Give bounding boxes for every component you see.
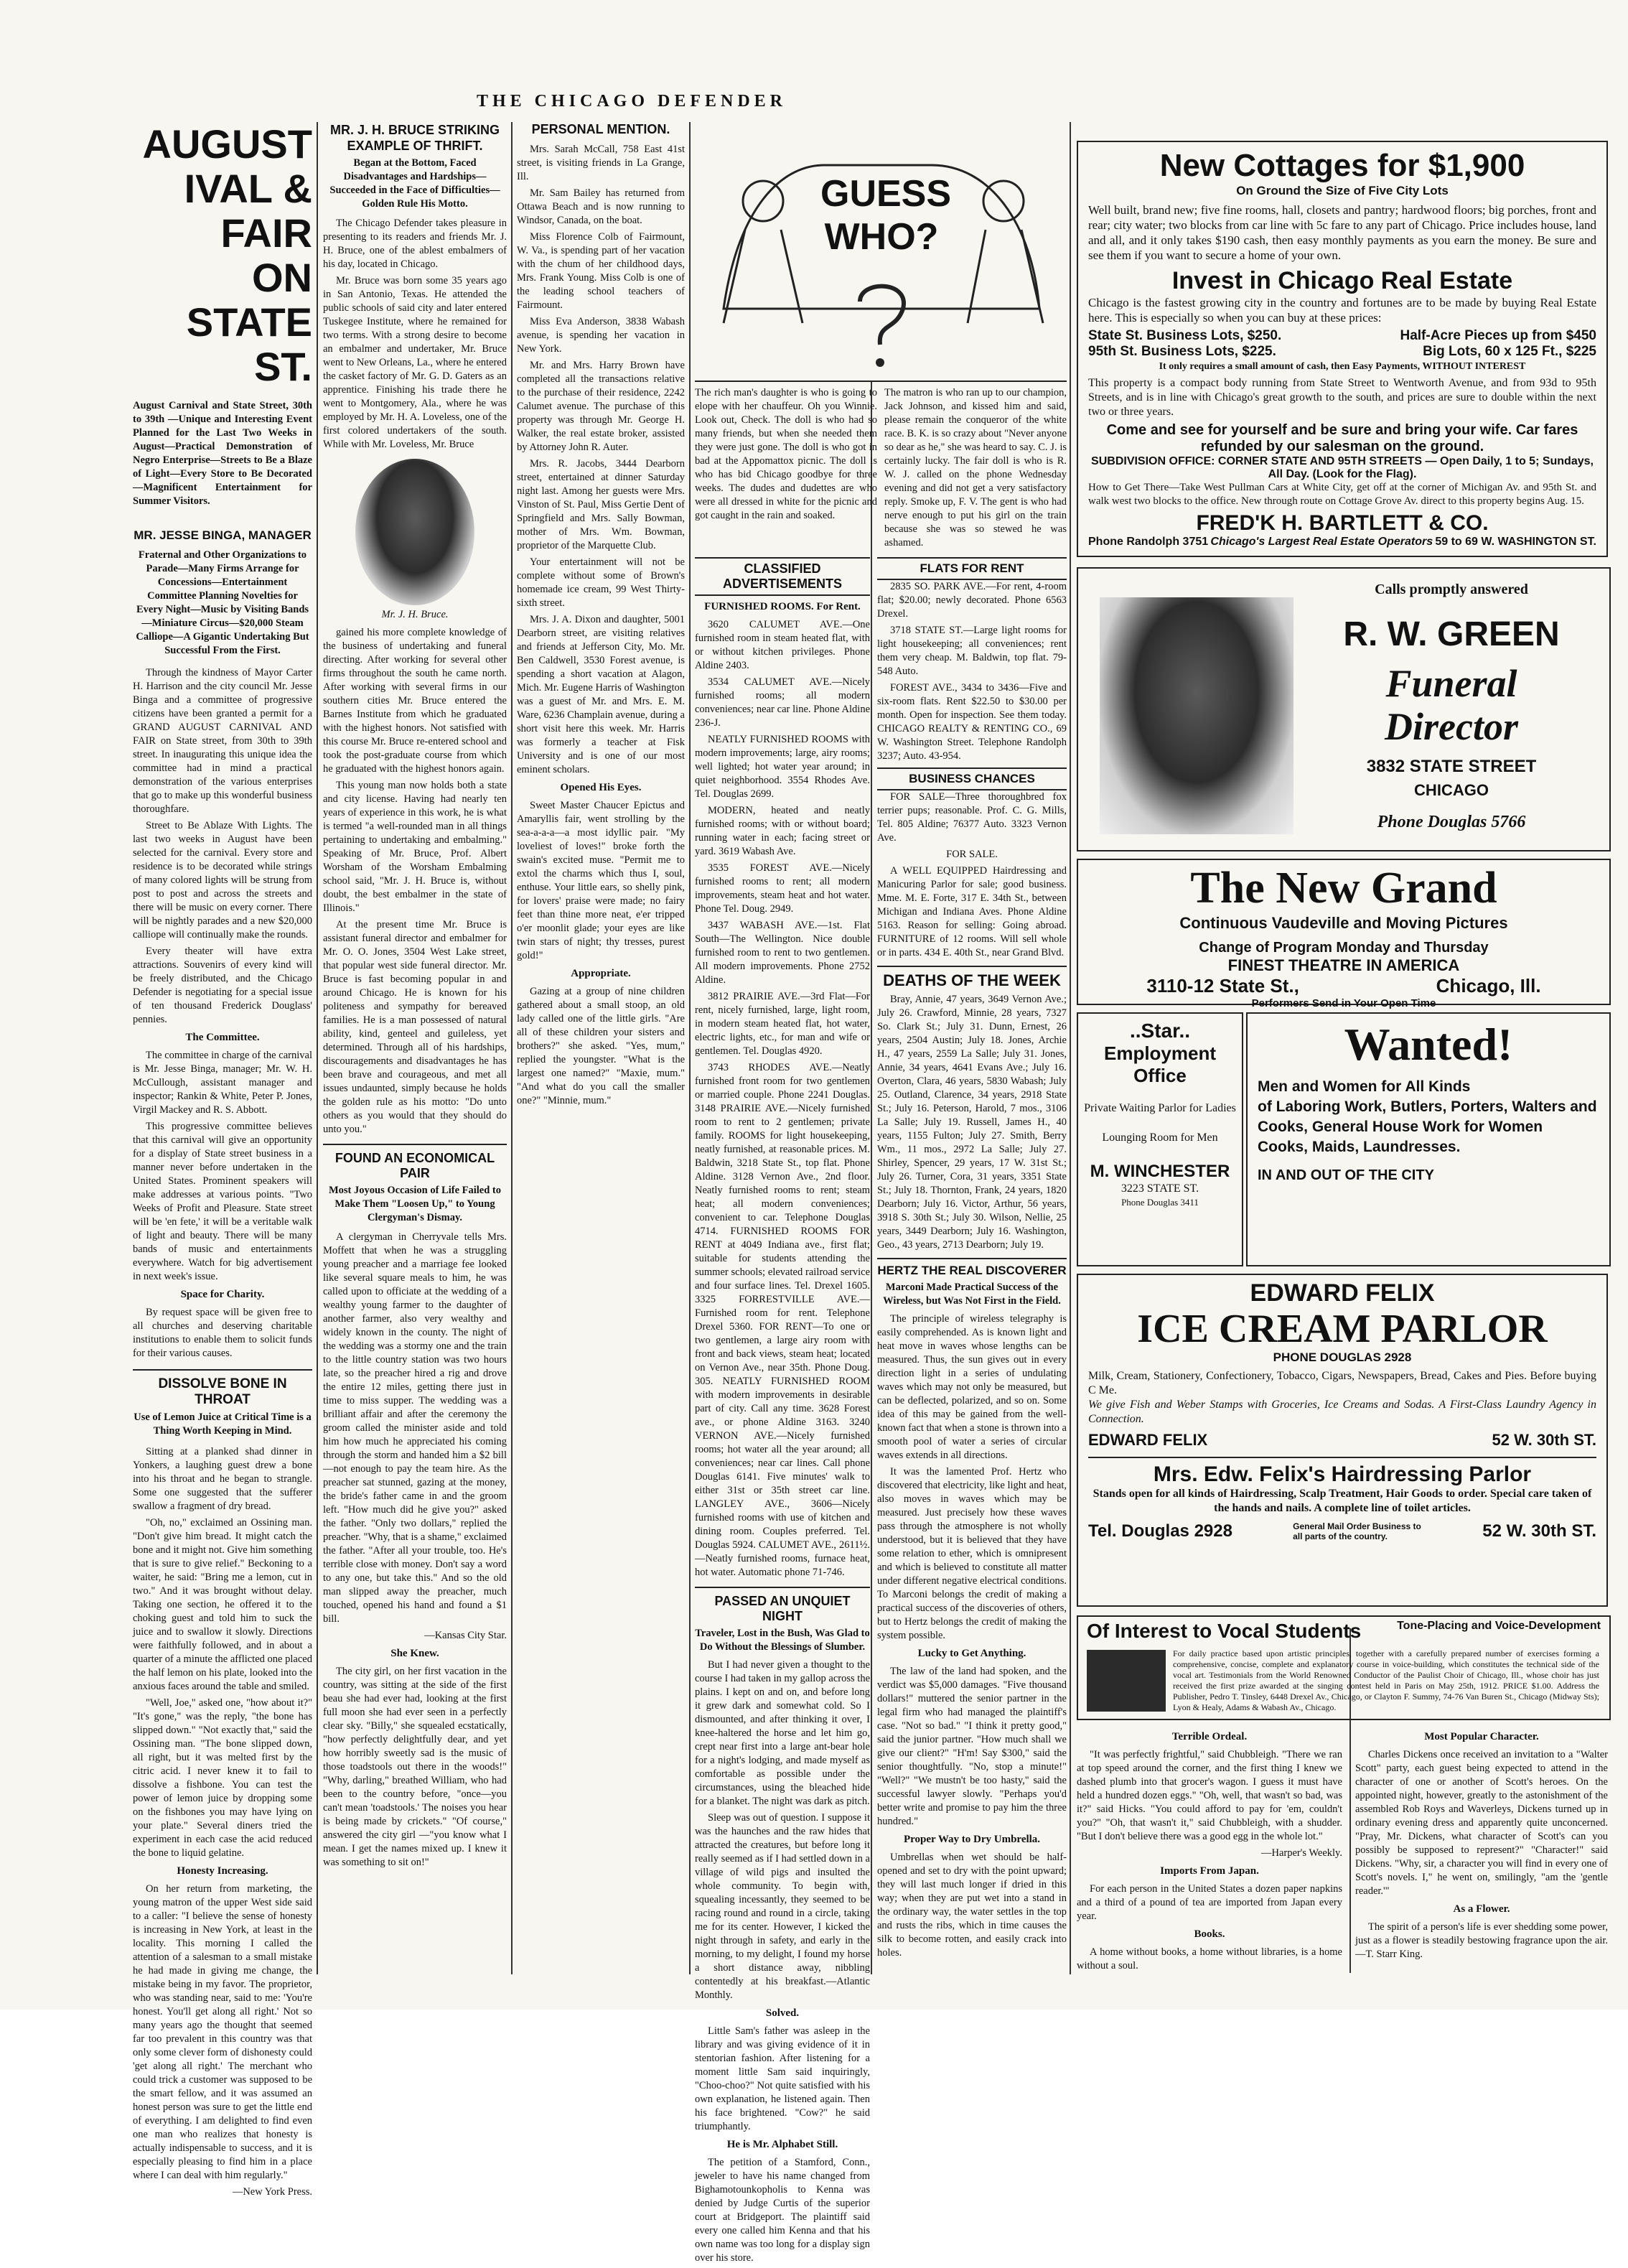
appropriate-heading: Appropriate. [571,968,631,979]
terrible-ordeal-article: "It was perfectly frightful," said Chubbleigh. "There we ran at top speed around the corner, and the first thing I knew we dashed plumb into that grocer's wagon. I guess it must have held a hundred dozen eggs." "Oh, well, that wasn't so bad, was it?" said Hicks. "You could afford to pay for 'em, couldn't you?" "Oh, that wasn't it," said Chubbleigh, with a shudder. "But I don't believe there was a good egg in the whole lot." —Harper's Weekly. [1077,1749,1342,1859]
classified-section [695,557,1067,2268]
lucky-article: The law of the land had spoken, and the verdict was $5,000 damages. "Five thousand dollars!" muttered the senior partner in the legal firm who had managed the plaintiff's case. "Not so bad." "I think it pretty good," said the junior partner. "How much shall we give our client?" "H'm! Say $300," said the senior thoughtfully. "No, stop a minute!" "Well?" "We mustn't be too hasty," said the successful lawyer slowly. "Perhaps you'd better write and promise to pay him the three hundred." [877,1666,1067,1827]
umbrella-article: Umbrellas when wet should be half-opened and set to dry with the point upward; they will last much longer if dried in this way; when they are put wet into a stand in the ordinary way, the water settles in the top and rusts the ribs, which in time causes the silk to become rotten, and easily crack into holes. [877,1852,1067,1959]
charity-article: By request space will be given free to all churches and deserving charitable institutions to enable them to solicit funds for their various causes. [133,1307,312,1359]
cottages-ad-subtitle: On Ground the Size of Five City Lots [1236,184,1449,197]
economical-pair-article: A clergyman in Cherryvale tells Mrs. Moffett that when he was a struggling young preacher and a marriage fee looked like several square meals to him, he was called upon to officiate at the wedding of a wealthy young farmer to the daughter of another farmer, also very wealthy and widely known in the county. The night of the wedding was a stormy one and the train to the little country station was two hours late, so the preacher hired a rig and drove the entire 12 miles, getting there just in time to miss supper. The wedding was a brilliant affair and after the ceremony the groom called the minister aside and told him how much he appreciated his coming through the storm and handed him a $2 bill—not enough to pay the team hire. As the preacher sat stunned, gazing at the money, the bride's father came in and the groom left. "How much did he give you?" asked the father. "Only two dollars," replied the preacher. "Why, that is a shame," exclaimed the father. "After all your trouble, too. He's terrible close with money. Don't say a word to any one, but take this." And so the old man slipped away the preacher, much touched, opened his hand and found a $1 bill. —Kansas City Star. [323,1231,507,1641]
cottages-ad-title: New Cottages for $1,900 [1159,148,1525,183]
flower-heading: As a Flower. [1453,1903,1510,1915]
honesty-article: On her return from marketing, the young matron of the upper West side said to a caller: "I believe the sense of honesty is increasing in New York, at least in the locality. This morning I called the attention of a salesman to a small mistake he had made in giving me change, the mistake being in my favor. The proprietor, who was standing near, said to me: 'You're honest. You'll get along all right.' Not so many years ago the thought that seemed far too prevalent in this country was that only some clever form of dishonesty could 'get along all right.' The merchant who could trick a customer was supposed to be the smart fellow, and it was assumed an honest person was sure to get the little end of everything. I am delighted to find even one man who realizes that honesty is actually indispensable to success, and it is especially pleasing to find him in a place where I can deal with him regularly." —New York Press. [133,1883,312,2198]
bruce-portrait-image [355,459,474,605]
bartlett-contact: Phone Randolph 3751 Chicago's Largest Real Estate Operators 59 to 69 W. WASHINGTON ST. [1088,536,1596,548]
guess-who-cartoon [695,122,1067,382]
furnished-rooms-heading: FURNISHED ROOMS. For Rent. [704,601,861,612]
imports-heading: Imports From Japan. [1160,1865,1259,1877]
column-6-lower [1077,1726,1342,1970]
she-knew-article: The city girl, on her first vacation in the country, was sitting at the side of the first beau she had ever had, looking at the first full moon she had ever seen in a perfectly clear sky. "Billy," she squealed ecstatically, "how perfectly delightfully dear, and yet how horribly sweetly sad is the music of those toadstools out there in the woods!" "Why, darling," breathed William, who had been to the country before, "once—you can't mean 'toadstools.' The noises you hear is being made by crickets." "Of course," answered the city girl —"you know what I mean. I get the names mixed up. I knew it was something to sit on!" [323,1666,507,1868]
she-knew-heading: She Knew. [390,1648,439,1659]
columns-4-5 [695,122,1067,2264]
lucky-heading: Lucky to Get Anything. [917,1648,1026,1659]
vocal-body: For daily practice based upon artistic principles, together with a carefully prepared number of exercises forming a comprehensive, concise, complete and explanatory course in voice-building, which constitutes the technical side of the vocal art. Testimonials from the World Renowned Conductor of the Paulist Choir of Chicago, Ill., whose choir has just received the first prize awarded at the singing contest held in Paris on May 25th, 1912. PRICE $1.00. Address the Publisher, Pedro T. Tinsley, 6448 Drexel Av., Chicago, or Clayton F. Summy, 74-76 Van Buren St., Chicago (Midway Sts); Lyon & Healy, Adams & Wabash Av., Chicago. [1173,1648,1599,1712]
imports-article: For each person in the United States a dozen paper napkins and a third of a pound of tea are imported from Japan every year. [1077,1883,1342,1922]
popular-character-heading: Most Popular Character. [1424,1731,1539,1742]
felix-gifts: We give Fish and Weber Stamps with Groceries, Ice Creams and Sodas. A First-Class Laundry Agency in Connection. [1088,1399,1596,1425]
alphabet-heading: He is Mr. Alphabet Still. [726,2139,838,2150]
bruce-article-part2: gained his more complete knowledge of the business of undertaking and funeral directing. After working for several other firms throughout the south he came north. After working with several firms in our southern cities Mr. Bruce entered the Barnes Institute from which he graduated with the highest honors. Not satisfied with this course Mr. Bruce re-entered school and took the post-graduate course from which he graduated with the highest honors again. This young man now holds both a state and city license. Having had nearly ten years of experience in this work, he is what is termed "a well-rounded man in all things pertaining to undertaking and embalming." Speaking of Mr. Bruce, Prof. Albert Worsham of the Worsham Embalming school said, "Mr. J. H. Bruce is, without doubt, the best embalmer in the state of Illinois." At the present time Mr. Bruce is assistant funeral director and embalmer for Mr. O. O. Jones, 3504 West Lake street, that popular west side funeral director. Mr. Bruce is fast becoming popular in and around Chicago. He is known for his politeness and sympathy for bereaved families. He is a man possessed of natural ability, kind, genteel and guileless, yet determined. Through all of his hardships, discouragements and disadvantages he has been brave and courageous, and met all issues undaunted, simply because he holds the golden rule as his motto: "Do unto others as you would that they should do unto you." [323,627,507,1135]
new-grand-ad [1077,859,1611,1009]
honesty-heading: Honesty Increasing. [177,1865,268,1877]
invest-office: SUBDIVISION OFFICE: CORNER STATE AND 95TH STREETS — Open Daily, 1 to 5; Sundays, All Day. (Look for the Flag). [1091,455,1594,480]
employment-office-ad [1077,1012,1243,1266]
winchester-address: 3223 STATE ST. [1121,1182,1199,1195]
wanted-title: Wanted! [1344,1019,1513,1070]
committee-article: The committee in charge of the carnival is Mr. Jesse Binga, manager; Mr. W. H. McCullough, assistant manager and inspector; Rankin & White, Peter P. Jones, Virgil Mackey and R. S. Abbott. This progressive committee believes that this carnival will give an opportunity for a display of State street business in a manner never before undertaken in the United States. Prominent speakers will make addresses at various points. "Two Weeks of Profit and Pleasure. State street will be 'en fete,' it will be a veritable walk of light and beauty. There will be many bands of music and entertainments everywhere. Watch for big advertisement in next week's issue. [133,1050,312,1282]
invest-come: Come and see for yourself and be sure and bring your wife. Car fares refunded by our salesman on the ground. [1106,422,1578,454]
hairdressing-contact: Tel. Douglas 2928 General Mail Order Business to all parts of the country. 52 W. 30th ST. [1088,1521,1596,1541]
column-4 [695,557,870,2268]
bruce-headline: MR. J. H. BRUCE STRIKING EXAMPLE OF THRIFT. [329,123,500,153]
eyes-heading: Opened His Eyes. [560,782,642,793]
column-1 [133,121,312,2198]
column-2 [323,122,507,1974]
deaths-of-the-week-headline: DEATHS OF THE WEEK [877,966,1067,990]
carnival-article: Through the kindness of Mayor Carter H. Harrison and the city council Mr. Jesse Binga and a committee of progressive citizens have been granted a permit for a GRAND AUGUST CARNIVAL AND FAIR on State street, from 30th to 39th street. In inaugurating this unique idea the committee had in mind a practical demonstration of the various enterprises that go to make up this wonderful business thoroughfare. Street to Be Ablaze With Lights. The last two weeks in August have been selected for the carnival. Every store and residence is to be decorated while strings of many colored lights will be strung from post to post and across the streets and there will be music on every corner. There will be nightly parades and a new $20,000 calliope will continually make the rounds. Every theater will have extra attractions. Souvenirs of every kind will be freely distributed, and the Chicago Defender is negotiating for a special issue of ten thousand Frederick Douglass' pennies. [133,667,312,1025]
green-portrait-image [1100,597,1293,834]
masthead: THE CHICAGO DEFENDER [476,92,787,111]
wanted-location: IN AND OUT OF THE CITY [1258,1167,1434,1183]
invest-body: Chicago is the fastest growing city in the country and fortunes are to be made by buying Real Estate here. This is especially so when you can buy at these prices: [1088,296,1596,325]
business-chances-heading: BUSINESS CHANCES [877,767,1067,790]
felix-phone: PHONE DOUGLAS 2928 [1273,1350,1412,1364]
green-city: CHICAGO [1414,781,1489,799]
cartoon-title: GUESS WHO? [820,173,952,258]
invest-terms: It only requires a small amount of cash, then Easy Payments, WITHOUT INTEREST [1159,361,1526,372]
popular-character-article: Charles Dickens once received an invitation to a "Walter Scott" party, each guest being expected to attend in the character of one or another of Scott's heroes. On the appointed night, however, greatly to the astonishment of the assembled Rob Roys and Waverleys, Dickens turned up in ordinary evening dress and apparently quite unconcerned. "Pray, Mr. Dickens, what character of Scott's can you possibly be supposed to represent?" "Character!" said Dickens. "Why, sir, a character you will find in every one of Scott's novels. I," he went on, smilingly, "am the 'gentle reader.'" [1355,1749,1608,1897]
invest-property: This property is a compact body running from State Street to Wentworth Avenue, and from 93d to 95th Streets, and is in line with Chicago's great growth to the south, and prices are sure to double within the next two or three years. [1088,377,1596,418]
column-rule [689,122,691,1974]
economical-pair-headline: FOUND AN ECONOMICAL PAIR [323,1144,507,1181]
lot-prices-row-2: 95th St. Business Lots, $225. Big Lots, 60 x 125 Ft., $225 [1088,344,1596,359]
winchester-name: M. WINCHESTER [1090,1162,1230,1181]
new-grand-address: 3110-12 State St., Chicago, Ill. [1146,975,1541,997]
star-title: ..Star.. [1129,1019,1191,1042]
appropriate-article: Gazing at a group of nine children gathered about a small stoop, an old lady called one of the little girls. "Are all of these children your sisters and brothers?" she asked. "Yes, mum," replied the youngster. "What is the largest one named?" "Maxie, mum." "And what do you call the smaller one?" "Minnie, mum." [517,986,685,1106]
winchester-phone: Phone Douglas 3411 [1121,1197,1199,1208]
felix-name: EDWARD FELIX [1250,1279,1435,1307]
flower-article: The spirit of a person's life is ever shedding some power, just as a flower is steadily bestowing fragrance upon the air.—T. Starr King. [1355,1921,1608,1960]
green-address: 3832 STATE STREET [1366,757,1537,776]
green-tagline: Calls promptly answered [1375,582,1528,597]
bruce-deck: Began at the Bottom, Faced Disadvantages and Hardships—Succeeded in the Face of Difficulties—Golden Rule His Motto. [329,157,500,210]
lounging-room: Lounging Room for Men [1102,1131,1218,1144]
charity-heading: Space for Charity. [180,1289,265,1300]
solved-article: Little Sam's father was asleep in the library and was giving evidence of it in stentorian fashion. After listening for a moment little Sam said inquiringly, "Choo-choo?" Not quite satisfied with his own explanation, he listened again. Then his face brightened. "Cow?" he said triumphantly. [695,2025,870,2132]
wanted-body: Men and Women for All Kinds of Laboring Work, Butlers, Porters, Walters and Cooks, General House Work for Women Cooks, Maids, Laundresses. [1258,1078,1597,1155]
classified-headline: CLASSIFIED ADVERTISEMENTS [695,557,870,596]
private-parlor: Private Waiting Parlor for Ladies [1084,1102,1236,1114]
business-listings: FOR SALE—Three thoroughbred fox terrier pups; reasonable. Prof. C. G. Mills, Tel. 805 Aldine; 76377 Auto. 3323 Vernon Ave. FOR SALE. A WELL EQUIPPED Hairdressing and Manicuring Parlor for sale; good business. Mme. M. E. Forte, 317 E. 34th St., between Michigan and Indiana Aves. Phone Aldine 5163. Reason for selling: Going abroad. FURNITURE of 12 rooms. Will sell whole or in parts. 434 E. 40th St., near Grand Blvd. [877,791,1067,958]
new-grand-title: The New Grand [1190,864,1497,913]
column-7-lower [1355,1726,1608,1970]
personal-mention-items: Mrs. Sarah McCall, 758 East 41st street, is visiting friends in La Grange, Ill. Mr. Sam Bailey has returned from Ottawa Beach and is now running to Windsor, Canada, on the boat. Miss Florence Colb of Fairmount, W. Va., is spending part of her vacation with the chum of her childhood days, Mrs. Frank Young. Miss Colb is one of the leading school teachers of Fairmount. Miss Eva Anderson, 3838 Wabash avenue, is spending her vacation in New York. Mr. and Mrs. Harry Brown have completed all the transactions relative to the purchase of their residence, 2242 Calumet avenue. The purchase of this property was through Mr. George H. Walker, the real estate broker, assisted by Attorney John R. Auter. Mrs. R. Jacobs, 3444 Dearborn street, entertained at dinner Saturday night last. Among her guests were Mrs. Vinston of St. Paul, Miss Gertie Dent of Springfield and Mrs. Sally Bowman, mother of Mrs. Wm. Bowman, proprietor of the Marquette Club. Your entertainment will not be complete without some of Brown's homemade ice cream, 99 West Thirty-sixth street. Mrs. J. A. Dixon and daughter, 5001 Dearborn street, are visiting relatives and friends at Jefferson City, Mo. Mr. Ben Caldwell, 3530 Forest avenue, is spending a short vacation at Alagon, Mich. Mr. Eugene Harris of Washington was a guest of Mr. and Mrs. E. M. Ware, 6236 Champlain avenue, during a short visit here this week. Mr. Harris was formerly a teacher at Fisk University and is one of our most eminent scholars. [517,144,685,775]
flats-for-rent-heading: FLATS FOR RENT [877,557,1067,580]
eyes-poem: Sweet Master Chaucer Epictus and Amaryllis fair, went strolling by the sea-a-a-a—a most idyllic pair. "My loveliest of loves!" broke forth the swain's excited muse. "Permit me to extol the charms which thus I, soul, enthuse. Your little ears, so shelly pink, for lovers' praise were made; no fairy feet than thine more neat, e'er tripped o'er moonlit glade; your eyes are like twin stars of night; thy tresses, purest gold!" [517,800,685,961]
solved-heading: Solved. [765,2007,800,2019]
carnival-deck: August Carnival and State Street, 30th to 39th —Unique and Interesting Event Planned for the Last Two Weeks in August—Practical Demonstration of Negro Enterprise—Streets to Be a Blaze of Light—Every Store to Be Decorated—Magnificent Entertainment for Summer Visitors. [133,400,312,507]
column-5 [877,557,1067,2268]
felix-body: Milk, Cream, Stationery, Confectionery, Tobacco, Cigars, Newspapers, Bread, Cakes and Pies. Before buying C Me. [1088,1370,1596,1396]
employment-office-title: Employment Office [1103,1042,1217,1086]
dissolve-bone-deck: Use of Lemon Juice at Critical Time is a Thing Worth Keeping in Mind. [134,1411,312,1437]
column-3 [517,122,685,1974]
vocal-title: Of Interest to Vocal Students [1087,1620,1362,1642]
hertz-deck: Marconi Made Practical Success of the Wireless, but Was Not First in the Field. [883,1282,1061,1307]
dissolve-bone-article: Sitting at a planked shad dinner in Yonkers, a laughing guest drew a bone into his throat and he began to strangle. Some one suggested that the sufferer swallow a fragment of dry bread. "Oh, no," exclaimed an Ossining man. "Don't give him bread. It might catch the bone and it might not. Give him something that is sure to give relief." Beckoning to a waiter, he said: "Bring me a lemon, cut in two." And it was brought without delay. Taking one section, he offered it to the choking guest and told him to suck the juice and to swallow it slowly. Directions were faithfully followed, and in about a quarter of a minute the afflicted one placed the half lemon on his plate, looked into the anxious faces around the table and smiled. "Well, Joe," asked one, "how about it?" "It's gone," was the reply, "the bone has slipped down." "Not exactly that," said the Ossining man. "The bone slipped down, all right, but it was melted first by the citric acid. I never knew it to fail to dissolve a fishbone. You can test the power of lemon juice by dropping some on the fishbones you may have lying on your plate." Several diners tried the experiment in each case the acid reduced the bone to liquid gelatine. [133,1446,312,1859]
cottages-ad-body: Well built, brand new; five fine rooms, hall, closets and pantry; hardwood floors; big porches, front and rear; city water; two blocks from car line with 5c fare to any part of Chicago. Price includes house, land and all, and it only takes $190 cash, then easy monthly payments as you earn the money. Be sure and see them if you want to secure a home of your own. [1088,203,1596,262]
deaths-listing: Bray, Annie, 47 years, 3649 Vernon Ave.; July 26. Crawford, Minnie, 28 years, 7327 So. Clark St.; July 31. Dunn, Ernest, 26 years, 2504 Austin; July 18. Jones, Archie H., 47 years, 2559 La Salle; July 31. Jones, Annie, 34 years, 4641 Evans Ave.; July 16. Overton, Clara, 46 years, 5830 Wabash; July 25. Outland, Clarence, 34 years, 2918 State St.; July 16. Peterson, Harold, 7 mos., 3106 La Salle; July 19. Russell, James H., 40 years, 1155 Fulton; July 27. Smith, Berry Wm., 11 mos., 2972 La Salle; July 27. Shirley, Spencer, 29 years, 17 W. 31st St.; July 26. Turner, Cora, 31 years, 3351 State St.; July 18. Thornton, Frank, 24 years, 1820 Dearborn; July 16. Victor, Arthur, 56 years, 3918 S. 30th St.; July 30. Wilson, Nellie, 25 years, 3449 Dearborn; July 16. Washington, Geo., 43 years, 2713 Dearborn; July 19. [877,994,1067,1251]
invest-headline: Invest in Chicago Real Estate [1171,267,1513,294]
column-rule [511,122,513,1974]
green-name: R. W. GREEN [1343,615,1560,653]
committee-heading: The Committee. [185,1032,260,1043]
vocal-subtitle: Tone-Placing and Voice-Development [1397,1620,1601,1632]
carnival-headline: AUGUST IVAL & FAIR ON STATE ST. [142,121,312,389]
felix-title: ICE CREAM PARLOR [1137,1307,1548,1351]
cartoon-captions [695,386,1067,550]
hertz-article: The principle of wireless telegraphy is easily comprehended. As is known light and heat move in waves whose lengths can be measured. Thus, the sun gives out in every direction light in a series of undulating waves which may not only be measured, but can be deflected, polarized, and so on. Some idea of this may be gained from the well-known fact that when a stone is thrown into a smooth pool of water a series of circular waves extends in all directions. It was the lamented Prof. Hertz who discovered that electricity, like light and heat, also moves in waves which may be measured. Just precisely how these waves pass through the atmosphere is not wholly understood, but it is believed that they have some relation to ether, which is omnipresent and which is believed to constitute all matter under different negative electrical conditions. To Marconi belongs the credit of making a practical success of the discoveries of others, but to Hertz belongs the credit of making the system possible. [877,1313,1067,1641]
flats-listings: 2835 SO. PARK AVE.—For rent, 4-room flat; $20.00; newly decorated. Phone 6563 Drexel. 3718 STATE ST.—Large light rooms for light housekeeping; all conveniences; rent them very cheap. M. Baldwin, top flat. 79-548 Auto. FOREST AVE., 3434 to 3436—Five and six-room flats. Rent $22.50 to $30.00 per month. Open for inspection. See them today. CHICAGO REALTY & RENTING CO., 69 W. Washington Street. Telephone Randolph 3237; Auto. 43-954. [877,581,1067,762]
invest-directions: How to Get There—Take West Pullman Cars at White City, get off at the corner of Michigan Av. and 95th St. and walk west two blocks to the office. New through route on Cottage Grove Av. direct to this property begins Aug. 15. [1088,482,1596,507]
felix-address: EDWARD FELIX 52 W. 30th ST. [1088,1431,1596,1449]
binga-headline: MR. JESSE BINGA, MANAGER [134,528,312,542]
new-grand-subtitle: Continuous Vaudeville and Moving Pictures [1179,914,1508,932]
books-article: A home without books, a home without libraries, is a home without a soul. [1077,1946,1342,1971]
bartlett-company: FRED'K H. BARTLETT & CO. [1196,511,1489,535]
economical-pair-deck: Most Joyous Occasion of Life Failed to Make Them "Loosen Up," to Young Clergyman's Dismay. [328,1185,502,1223]
vocal-students-ad [1077,1615,1611,1720]
books-heading: Books. [1194,1928,1225,1940]
cartoon-caption-left: The rich man's daughter is who is going to elope with her chauffeur. Oh you Winnie. Look out, Check. The doll is who had so many friends, but when she needed them they were just gone. The doll is who got in bad at the Appomattox picnic. The doll is who has bid Chicago goodbye for three weeks. The dudes and dudettes are who were all dressed in white for the picnic and got caught in the rain and soaked. [695,387,877,521]
unquiet-night-article: But I had never given a thought to the course I had taken in my gallop across the plains. I kept on and on, and before long it grew dark and somewhat cold. So I dismounted, and after thinking it over, I knee-haltered the horse and let him go, crept near first into a large ant-bear hole for a night's lodging, and made myself as comfortable as possible under the circumstances, using the bleached hide for a blanket. The night was dark as pitch. Sleep was out of question. I suppose it was the haunches and the raw hides that attracted the creatures, but before long it really seemed as if I had settled down in a village of wild pigs and insulted the whole community. To begin with, squealing incessantly, they seemed to be racing round and round in a circle, taking me for its center. However, I kicked the night through in safety, and early in the morning, to my delight, I found my horse a short distance away, nibbling contentedly at his breakfast.—Atlantic Monthly. [695,1659,871,2001]
unquiet-night-headline: PASSED AN UNQUIET NIGHT [695,1587,870,1624]
terrible-ordeal-heading: Terrible Ordeal. [1171,1731,1248,1742]
unquiet-night-deck: Traveler, Lost in the Bush, Was Glad to Do Without the Blessings of Slumber. [695,1628,870,1653]
classified-listings: 3620 CALUMET AVE.—One furnished room in steam heated flat, with or without kitchen privileges. Phone Aldine 2403. 3534 CALUMET AVE.—Nicely furnished rooms; all modern conveniences; near car line. Phone Aldine 236-J. NEATLY FURNISHED ROOMS with modern improvements; large, airy rooms; well lighted; hot water year around; in quiet neighborhood. 3554 Rhodes Ave. Tel. Douglas 2699. MODERN, heated and neatly furnished rooms; with or without board; running water in each; facing street or yard. 3619 Wabash Ave. 3535 FOREST AVE.—Nicely furnished rooms to rent; all modern improvements, steam heat and hot water. Phone Tel. Doug. 2949. 3437 WABASH AVE.—1st. Flat South—The Wellington. Nice double furnished room to rent to two gentlemen. All modern improvements. Phone 2752 Aldine. 3812 PRAIRIE AVE.—3rd Flat—For rent, nicely furnished, large, light room, in modern steam heated flat, hot water, electric lights, etc., for man and wife or gentlemen. Tel. Douglas 4920. 3743 RHODES AVE.—Neatly furnished front room for two gentlemen or married couple. Phone 2241 Douglas. 3148 PRAIRIE AVE.—Nicely furnished room to rent to 2 gentlemen; private family. ROOMS for light housekeeping, neatly furnished, at reasonable prices. M. Baldwin, 3218 State St., top flat. Phone Aldine. 3128 Vernon Ave., 2nd floor. Neatly furnished rooms to rent; steam heat; all modern conveniences; convenient to car. Telephone Douglas 4714. FURNISHED ROOMS FOR RENT at 4049 Indiana ave., first flat; suitable for students attending the summer schools; elevated railroad service and four surface lines. Tel. Drexel 1605. 3325 FORRESTVILLE AVE.—Furnished room for rent. Telephone Drexel 5360. FOR RENT—To one or two gentlemen, a large airy room with front and back views, steam heat; located on Vernon Ave., near 35th. Phone Doug. 305. NEATLY FURNISHED ROOM with modern improvements in desirable part of city. Call any time. 3628 Forest ave., or phone Aldine 3163. 3240 VERNON AVE.—Nicely furnished rooms; hot water all the year around; all conveniences; near car lines. Call phone Douglas 6141. Five minutes' walk to either 31st or 35th street car line. LANGLEY AVE., 3606—Nicely furnished rooms with use of kitchen and dining room. Couples preferred. Tel. Douglas 5924. CALUMET AVE., 2611½.—Neatly furnished rooms, furnace heat, hot water. Automatic phone 71-746. [695,619,870,1578]
hairdressing-title: Mrs. Edw. Felix's Hairdressing Parlor [1153,1462,1532,1486]
bruce-article-part1: The Chicago Defender takes pleasure in presenting to its readers and friends Mr. J. H. Bruce, one of the ablest embalmers of his day, located in Chicago. Mr. Bruce was born some 35 years ago in San Antonio, Texas. He attended the public schools of said city and later entered Tuskegee Institute, where he remained for two terms. With a strong desire to become an embalmer and undertaker, Mr. Bruce went to New Orleans, La., where he entered the casket factory of Mr. G. D. Gaters as an apprentice. Finishing his trade there he went to Montgomery, Ala., where he was employed by Mr. H. A. Loveless, one of the first colored undertakers of the south. While with Mr. Loveless, Mr. Bruce [323,218,507,450]
alphabet-article: The petition of a Stamford, Conn., jeweler to have his name changed from Bighamotounkopholis to Kenna was denied by Judge Curtis of the superior court at Bridgeport. The plaintiff said every one called him Kenna and that his own name was too long for a display sign over his store. [695,2157,870,2264]
bruce-portrait-caption: Mr. J. H. Bruce. [381,609,449,620]
binga-deck: Fraternal and Other Organizations to Parade—Many Firms Arrange for Concessions—Entertainment Committee Planning Novelties for Every Night—Music by Visiting Bands—Miniature Circus—$20,000 Steam Calliope—A Gigantic Undertaking But Successful From the First. [136,549,309,656]
green-funeral-ad [1077,567,1611,851]
new-grand-finest: FINEST THEATRE IN AMERICA [1227,956,1460,974]
cottages-ad [1077,141,1608,557]
vocal-book-image [1087,1650,1166,1712]
personal-mention-headline: PERSONAL MENTION. [531,122,670,136]
wanted-ad [1246,1012,1611,1266]
green-phone: Phone Douglas 5766 [1377,813,1526,831]
column-rule [1070,122,1071,1974]
column-rule [317,122,318,1974]
hertz-headline: HERTZ THE REAL DISCOVERER [877,1258,1067,1278]
hairdressing-body: Stands open for all kinds of Hairdressing, Scalp Treatment, Hair Goods to order. Special care taken of the hands and nails. A complete line of toilet articles. [1093,1488,1592,1514]
cartoon-caption-right: The matron is who ran up to our champion, Jack Johnson, and kissed him and said, please remain the conqueror of the white race. B. K. is so crazy about "Never anyone so dear as he," she was heard to say. C. J. is certainly lucky. The fair doll is who is R. W. J. called on the phone Wednesday evening and did not get a very satisfactory reply. Smoke up, F. V. The gent is who had nerve enough to put his girl on the train because she was so stewed he was ashamed. [884,387,1067,549]
umbrella-heading: Proper Way to Dry Umbrella. [903,1834,1041,1845]
new-grand-program: Change of Program Monday and Thursday [1199,940,1489,956]
green-title: Funeral Director [1385,662,1518,748]
felix-ice-cream-ad [1077,1274,1608,1607]
lot-prices-row-1: State St. Business Lots, $250. Half-Acre Pieces up from $450 [1088,328,1596,343]
new-grand-performers: Performers Send in Your Open Time [1251,997,1436,1009]
dissolve-bone-headline: DISSOLVE BONE IN THROAT [133,1369,312,1408]
